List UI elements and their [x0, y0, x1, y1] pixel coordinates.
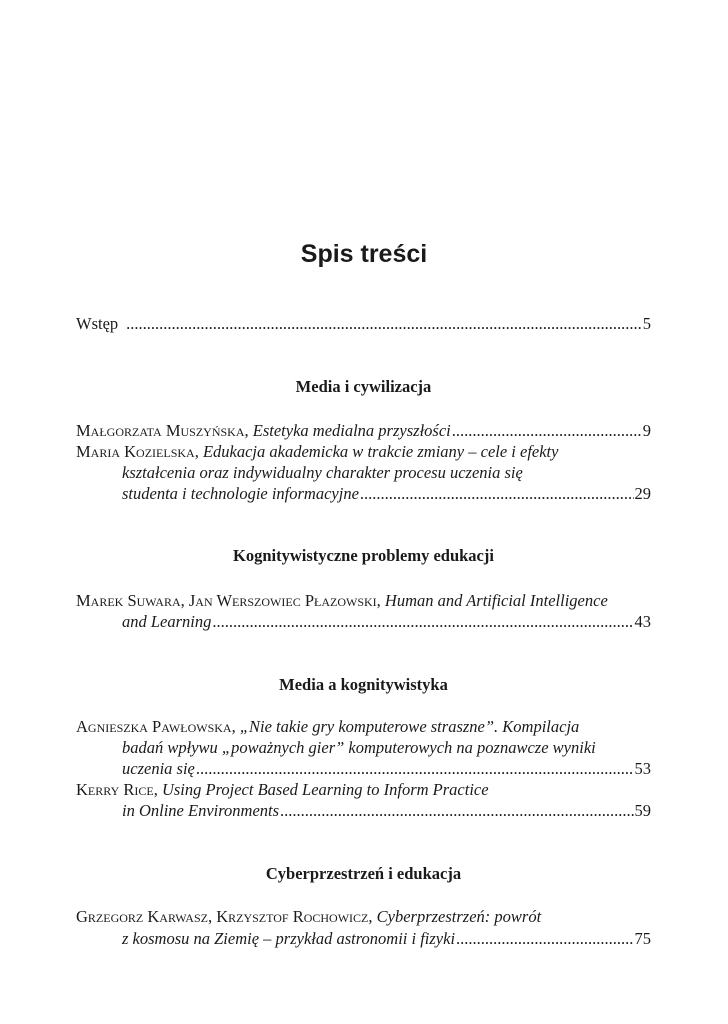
entry-separator: ,: [244, 421, 253, 440]
entry-title: „Nie takie gry komputerowe straszne”. Kompilacja: [239, 717, 580, 736]
entry-title: in Online Environments: [122, 801, 280, 820]
entry-authors: Kerry Rice: [76, 780, 154, 799]
toc-entry-continuation: [122, 483, 651, 505]
toc-entry-intro[interactable]: [76, 313, 651, 335]
page-number: 9: [642, 421, 651, 440]
toc-entry[interactable]: [76, 779, 651, 801]
entry-authors: Grzegorz Karwasz, Krzysztof Rochowicz: [76, 907, 369, 926]
toc-entry-continuation: [122, 462, 651, 484]
dot-leader: [126, 313, 642, 335]
toc-entry-continuation: [122, 758, 651, 780]
page-number: 43: [634, 612, 651, 631]
toc-entry-label: Wstęp: [76, 314, 119, 333]
entry-title: badań wpływu „poważnych gier” komputerowych na poznawcze wyniki: [122, 738, 596, 757]
toc-entry[interactable]: [76, 420, 651, 442]
entry-title: uczenia się: [122, 759, 195, 778]
dot-leader: [280, 800, 633, 822]
entry-title: Estetyka medialna przyszłości: [252, 421, 451, 440]
section-heading: Kognitywistyczne problemy edukacji: [233, 546, 494, 565]
entry-title: and Learning: [122, 612, 212, 631]
dot-leader: [456, 928, 633, 950]
entry-title: Human and Artificial Intelligence: [384, 591, 608, 610]
toc-entry-continuation: [122, 611, 651, 633]
toc-entry-continuation: [122, 800, 651, 822]
page-number: 5: [642, 314, 651, 333]
page-number: 59: [634, 801, 651, 820]
toc-entry-continuation: [122, 928, 651, 950]
page-number: 75: [634, 929, 651, 948]
entry-authors: Maria Kozielska: [76, 442, 195, 461]
toc-entry[interactable]: [76, 906, 651, 928]
entry-separator: ,: [153, 780, 162, 799]
section-heading: Cyberprzestrzeń i edukacja: [265, 864, 462, 883]
toc-entry[interactable]: [76, 716, 651, 738]
entry-title: Edukacja akademicka w trakcie zmiany – cele i efekty: [202, 442, 559, 461]
entry-separator: ,: [376, 591, 385, 610]
page-title: Spis treści: [300, 239, 428, 268]
entry-title: z kosmosu na Ziemię – przykład astronomii i fizyki: [122, 929, 456, 948]
entry-authors: Małgorzata Muszyńska: [76, 421, 245, 440]
page-number: 53: [634, 759, 651, 778]
entry-separator: ,: [194, 442, 203, 461]
entry-authors: Marek Suwara, Jan Werszowiec Płazowski: [76, 591, 377, 610]
entry-title: Using Project Based Learning to Inform Practice: [161, 780, 489, 799]
toc-entry-continuation: [122, 737, 651, 759]
entry-separator: ,: [368, 907, 377, 926]
toc-entry[interactable]: [76, 590, 651, 612]
dot-leader: [196, 758, 634, 780]
dot-leader: [360, 483, 634, 505]
entry-title: studenta i technologie informacyjne: [122, 484, 359, 503]
page-number: 29: [634, 484, 651, 503]
dot-leader: [452, 420, 642, 442]
section-heading: Media a kognitywistyka: [279, 675, 448, 694]
entry-separator: ,: [231, 717, 240, 736]
entry-title: Cyberprzestrzeń: powrót: [376, 907, 542, 926]
toc-entry[interactable]: [76, 441, 651, 463]
dot-leader: [212, 611, 633, 633]
entry-title: kształcenia oraz indywidualny charakter procesu uczenia się: [122, 463, 523, 482]
section-heading: Media i cywilizacja: [295, 377, 432, 396]
entry-authors: Agnieszka Pawłowska: [76, 717, 232, 736]
